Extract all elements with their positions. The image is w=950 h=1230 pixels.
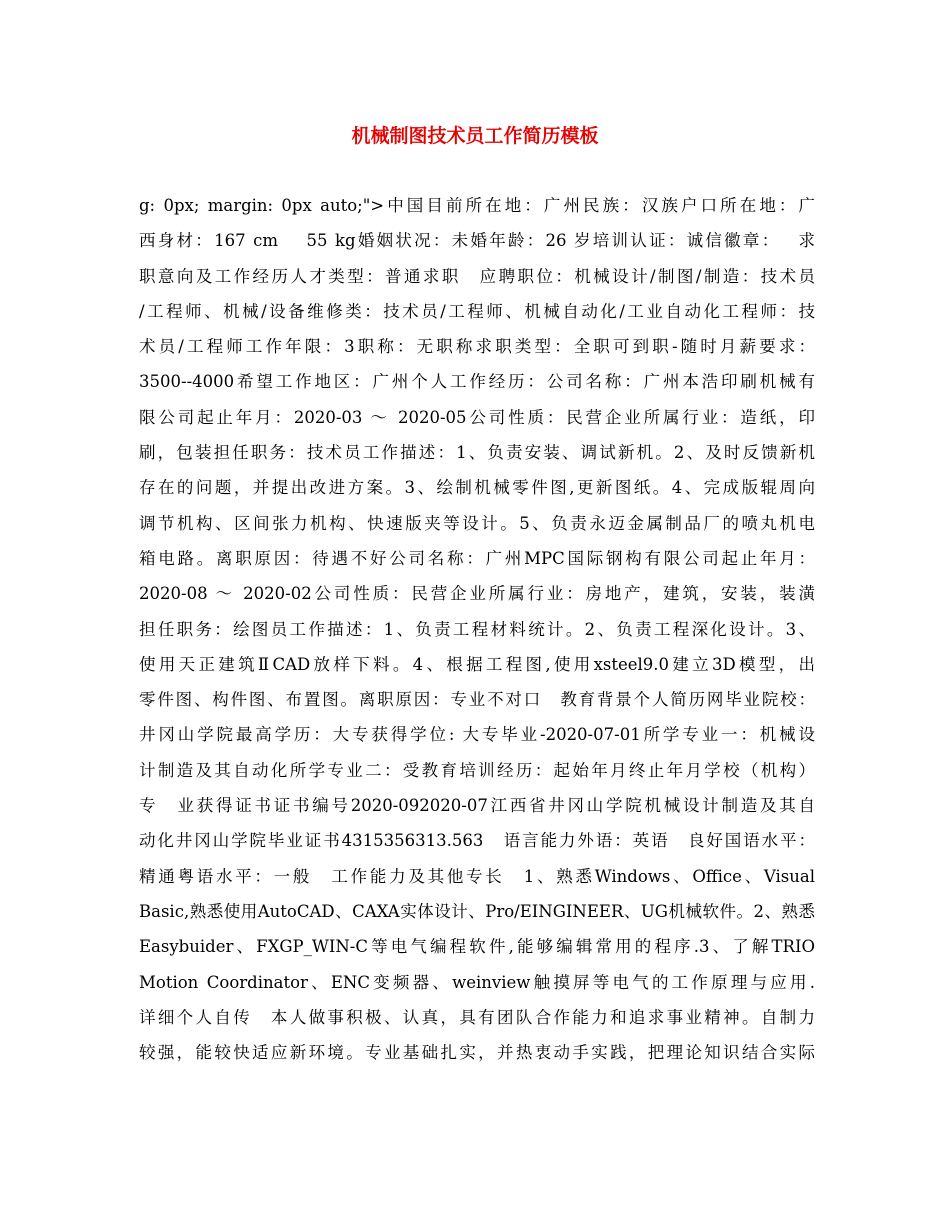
- document-title: 机械制图技术员工作简历模板: [351, 125, 599, 147]
- body-line: 术员/工程师工作年限：3职称：无职称求职类型：全职可到职-随时月薪要求：: [139, 337, 815, 357]
- body-line: 动化井冈山学院毕业证书4315356313.563 语言能力外语：英语 良好国语水平：: [139, 831, 815, 851]
- body-line: 较强，能较快适应新环境。专业基础扎实，并热衷动手实践，把理论知识结合实际: [139, 1043, 815, 1063]
- body-line: Basic,熟悉使用AutoCAD、CAXA实体设计、Pro/EINGINEER、UG机械软件。2、熟悉: [139, 901, 815, 921]
- body-line: /工程师、机械/设备维修类：技术员/工程师、机械自动化/工业自动化工程师：技: [139, 301, 815, 321]
- body-line: 2020-08 ～ 2020-02公司性质：民营企业所属行业：房地产，建筑，安装，装潢: [139, 584, 815, 604]
- body-line: Easybuider、FXGP_WIN-C等电气编程软件,能够编辑常用的程序.3、了解TRIO: [139, 937, 815, 957]
- body-line: 西身材：167 cm 55 kg婚姻状况：未婚年龄：26 岁培训认证：诚信徽章： 求: [139, 231, 815, 251]
- document-body: [139, 188, 815, 1070]
- body-line: g: 0px; margin: 0px auto;">中国目前所在地：广州民族：汉族户口所在地：广: [139, 196, 815, 215]
- body-line: 存在的问题，并提出改进方案。3、绘制机械零件图,更新图纸。4、完成版辊周向: [139, 478, 815, 498]
- body-line: 刷，包装担任职务：技术员工作描述：1、负责安装、调试新机。2、及时反馈新机: [139, 443, 815, 463]
- body-line: 调节机构、区间张力机构、快速版夹等设计。5、负责永迈金属制品厂的喷丸机电: [139, 513, 815, 533]
- body-line: 箱电路。离职原因：待遇不好公司名称：广州MPC国际钢构有限公司起止年月：: [139, 548, 815, 568]
- body-line: 计制造及其自动化所学专业二：受教育培训经历：起始年月终止年月学校（机构）: [139, 760, 815, 780]
- body-line: 专 业获得证书证书编号2020-092020-07江西省井冈山学院机械设计制造及其自: [139, 796, 815, 816]
- body-line: 井冈山学院最高学历：大专获得学位: 大专毕业-2020-07-01所学专业一：机械设: [139, 725, 815, 745]
- body-line: 零件图、构件图、布置图。离职原因：专业不对口 教育背景个人简历网毕业院校：: [139, 690, 815, 710]
- body-line: 3500--4000希望工作地区：广州个人工作经历：公司名称：广州本浩印刷机械有: [139, 372, 815, 392]
- body-line: 限公司起止年月：2020-03 ～ 2020-05公司性质：民营企业所属行业：造纸，印: [139, 407, 815, 427]
- body-line: 使用天正建筑ⅡCAD放样下料。4、根据工程图,使用xsteel9.0建立3D模型，出: [139, 654, 815, 674]
- body-line: Motion Coordinator、ENC变频器、weinview触摸屏等电气的工作原理与应用.: [139, 972, 815, 992]
- body-line: 职意向及工作经历人才类型：普通求职 应聘职位：机械设计/制图/制造：技术员: [139, 266, 815, 286]
- body-line: 担任职务：绘图员工作描述：1、负责工程材料统计。2、负责工程深化设计。3、: [139, 619, 815, 639]
- body-line: 详细个人自传 本人做事积极、认真，具有团队合作能力和追求事业精神。自制力: [139, 1007, 815, 1027]
- body-line: 精通粤语水平：一般 工作能力及其他专长 1、熟悉Windows、Office、Visual: [139, 866, 815, 886]
